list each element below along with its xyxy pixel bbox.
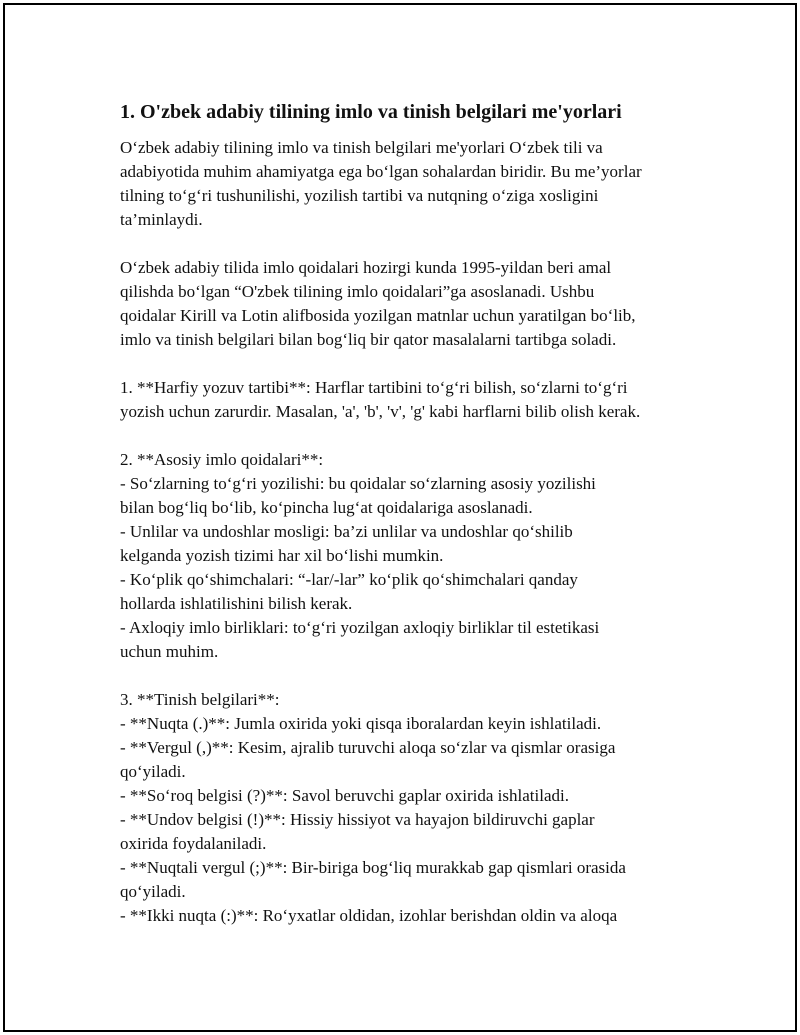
list-item-letter-order: 1. **Harfiy yozuv tartibi**: Harflar tartibini to‘g‘ri bilish, so‘zlarni to‘g‘ri yozish uchun zarurdir. Masalan, 'a', 'b', 'v', 'g' kabi harflarni bilib olish kerak. (120, 378, 641, 421)
document-title: 1. O'zbek adabiy tilining imlo va tinish belgilari me'yorlari (120, 101, 622, 123)
paragraph-rules-basis: O‘zbek adabiy tilida imlo qoidalari hozirgi kunda 1995-yildan beri amal qilishda bo‘lgan “O'zbek tilining imlo qoidalari”ga asoslanadi. Ushbu qoidalar Kirill va Lotin alifbosida yozilgan matnlar uchun yaratilgan bo‘lib, imlo va tinish belgilari bilan bog‘liq bir qator masalalarni tartibga soladi. (120, 258, 636, 349)
document-body (120, 100, 710, 928)
paragraph-intro: O‘zbek adabiy tilining imlo va tinish belgilari me'yorlari O‘zbek tili va adabiyotida muhim ahamiyatga ega bo‘lgan sohalardan biridir. Bu me’yorlar tilning to‘g‘ri tushunilishi, yozilish tartibi va nutqning o‘ziga xosligini ta’minlaydi. (120, 138, 642, 229)
page-frame (3, 3, 797, 1032)
list-item-punctuation: 3. **Tinish belgilari**: - **Nuqta (.)**: Jumla oxirida yoki qisqa iboralardan keyin ishlatiladi. - **Vergul (,)**: Kesim, ajralib turuvchi aloqa so‘zlar va qismlar orasiga qo‘yiladi. - **So‘roq belgisi (?)**: Savol beruvchi gaplar oxirida ishlatiladi. - **Undov belgisi (!)**: Hissiy hissiyot va hayajon bildiruvchi gaplar oxirida foydalaniladi. - **Nuqtali vergul (;)**: Bir-biriga bog‘liq murakkab gap qismlari orasida qo‘yiladi. - **Ikki nuqta (:)**: Ro‘yxatlar oldidan, izohlar berishdan oldin va aloqa (120, 690, 626, 925)
list-item-spelling-rules: 2. **Asosiy imlo qoidalari**: - So‘zlarning to‘g‘ri yozilishi: bu qoidalar so‘zlarning asosiy yozilishi bilan bog‘liq bo‘lib, ko‘pincha lug‘at qoidalariga asoslanadi. - Unlilar va undoshlar mosligi: ba’zi unlilar va undoshlar qo‘shilib kelganda yozish tizimi har xil bo‘lishi mumkin. - Ko‘plik qo‘shimchalari: “-lar/-lar” ko‘plik qo‘shimchalari qanday hollarda ishlatilishini bilish kerak. - Axloqiy imlo birliklari: to‘g‘ri yozilgan axloqiy birliklar til estetikasi uchun muhim. (120, 450, 600, 661)
